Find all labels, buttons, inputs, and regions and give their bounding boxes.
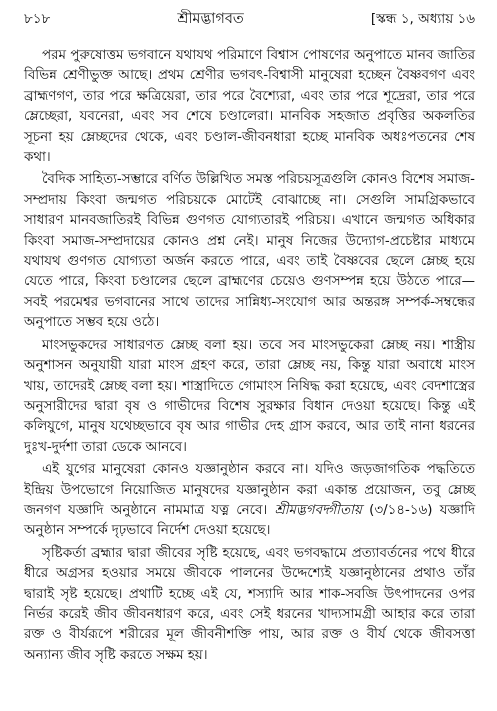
paragraph-text: (৩/১৪-১৬) যজ্ঞাদি অনুষ্ঠান সম্পর্কে দৃঢ়ভাবে নির্দেশ দেওয়া হয়েছে। xyxy=(24,502,476,539)
book-title: শ্রীমদ্ভাগবত xyxy=(177,11,244,27)
page-header xyxy=(24,10,475,32)
paragraph: পরম পুরুষোত্তম ভগবানে যথাযথ পরিমাণে বিশ্বাস পোষণের অনুপাতে মানব জাতির বিভিন্ন শ্রেণীভুক্ত আছে। প্রথম শ্রেণীর ভগবৎ-বিশ্বাসী মানুষেরা হচ্ছেন বৈষ্ণবগণ এবং ব্রাহ্মণগণ, তার পরে ক্ষত্রিয়েরা, তার পরে বৈশ্যেরা, এবং তার পরে শূদ্রেরা, তার পরে ম্লেচ্ছেরা, যবনেরা, এবং সব শেষে চণ্ডালেরা। মানবিক সহজাত প্রবৃত্তির অকলতির সূচনা হয় ম্লেচ্ছদের থেকে, এবং চণ্ডাল-জীবনধারা হচ্ছে মানবিক অধঃপতনের শেষ কথা। xyxy=(24,48,475,166)
paragraph: বৈদিক সাহিত্য-সম্ভারে বর্ণিত উল্লিখিত সমস্ত পরিচয়সূত্রগুলি কোনও বিশেষ সমাজ-সম্প্রদায় কিংবা জন্মগত পরিচয়কে মোটেই বোঝাচ্ছে না। সেগুলি সামগ্রিকভাবে সাধারণ মানবজাতিরই বিভিন্ন গুণগত যোগ্যতারই পরিচয়। এখানে জন্মগত অধিকার কিংবা সমাজ-সম্প্রদায়ের কোনও প্রশ্ন নেই। মানুষ নিজের উদ্যোগ-প্রচেষ্টার মাধ্যমে যথাযথ গুণগত যোগ্যতা অর্জন করতে পারে, এবং তাই বৈষ্ণবের ছেলে ম্লেচ্ছ হয়ে যেতে পারে, কিংবা চণ্ডালের ছেলে ব্রাহ্মণের চেয়েও গুণসম্পন্ন হয়ে উঠতে পারে—সবই পরমেশ্বর ভগবানের সাথে তাদের সান্নিধ্য-সংযোগ আর অন্তরঙ্গ সম্পর্ক-সম্বন্ধের অনুপাতে সম্ভব হয়ে ওঠে। xyxy=(24,172,475,331)
page-number: ৮১৮ xyxy=(24,11,51,27)
paragraph: মাংসভুকদের সাধারণত ম্লেচ্ছ বলা হয়। তবে সব মাংসভুকেরা ম্লেচ্ছ নয়। শাস্ত্রীয় অনুশাসন অনুযায়ী যারা মাংস গ্রহণ করে, তারা ম্লেচ্ছ নয়, কিন্তু যারা অবাধে মাংস খায়, তাদেরই ম্লেচ্ছ বলা হয়। শাস্ত্রাদিতে গোমাংস নিষিদ্ধ করা হয়েছে, এবং বেদশাস্ত্রের অনুসারীদের দ্বারা বৃষ ও গাভীদের বিশেষ সুরক্ষার বিধান দেওয়া হয়েছে। কিন্তু এই কলিযুগে, মানুষ যথেচ্ছভাবে বৃষ আর গাভীর দেহ গ্রাস করবে, আর তাই নানা ধরনের দুঃখ-দুর্দশা তারা ডেকে আনবে। xyxy=(24,337,475,455)
paragraph: সৃষ্টিকর্তা ব্রহ্মার দ্বারা জীবের সৃষ্টি হয়েছে, এবং ভগবদ্ধামে প্রত্যাবর্তনের পথে ধীরে ধীরে অগ্রসর হওয়ার সময়ে জীবকে পালনের উদ্দেশ্যেই যজ্ঞানুষ্ঠানের প্রথাও তাঁর দ্বারাই সৃষ্ট হয়েছে। প্রথাটি হচ্ছে এই যে, শস্যাদি আর শাক-সবজি উৎপাদনের ওপর নির্ভর করেই জীব জীবনধারণ করে, এবং সেই ধরনের খাদ্যসামগ্রী আহার করে তারা রক্ত ও বীর্যরূপে শরীরের মূল জীবনীশক্তি পায়, আর রক্ত ও বীর্য থেকে জীবসত্তা অন্যান্য জীব সৃষ্টি করতে সক্ষম হয়। xyxy=(24,545,475,663)
scripture-reference: শ্রীমদ্ভগবদ্গীতায় xyxy=(274,502,362,518)
section-reference: [স্কন্ধ ১, অধ্যায় ১৬ xyxy=(370,11,475,27)
paragraph xyxy=(24,460,475,542)
page-body xyxy=(24,46,475,666)
paragraph-text: এই যুগের মানুষেরা কোনও যজ্ঞানুষ্ঠান করবে না। যদিও জড়জাগতিক পদ্ধতিতে ইন্দ্রিয় উপভোগে নিয়োজিত মানুষদের যজ্ঞানুষ্ঠান করা একান্ত প্রয়োজন, তবু ম্লেচ্ছ জনগণ যজ্ঞাদি অনুষ্ঠানে নামমাত্র যত্ন নেবে। xyxy=(24,462,475,518)
